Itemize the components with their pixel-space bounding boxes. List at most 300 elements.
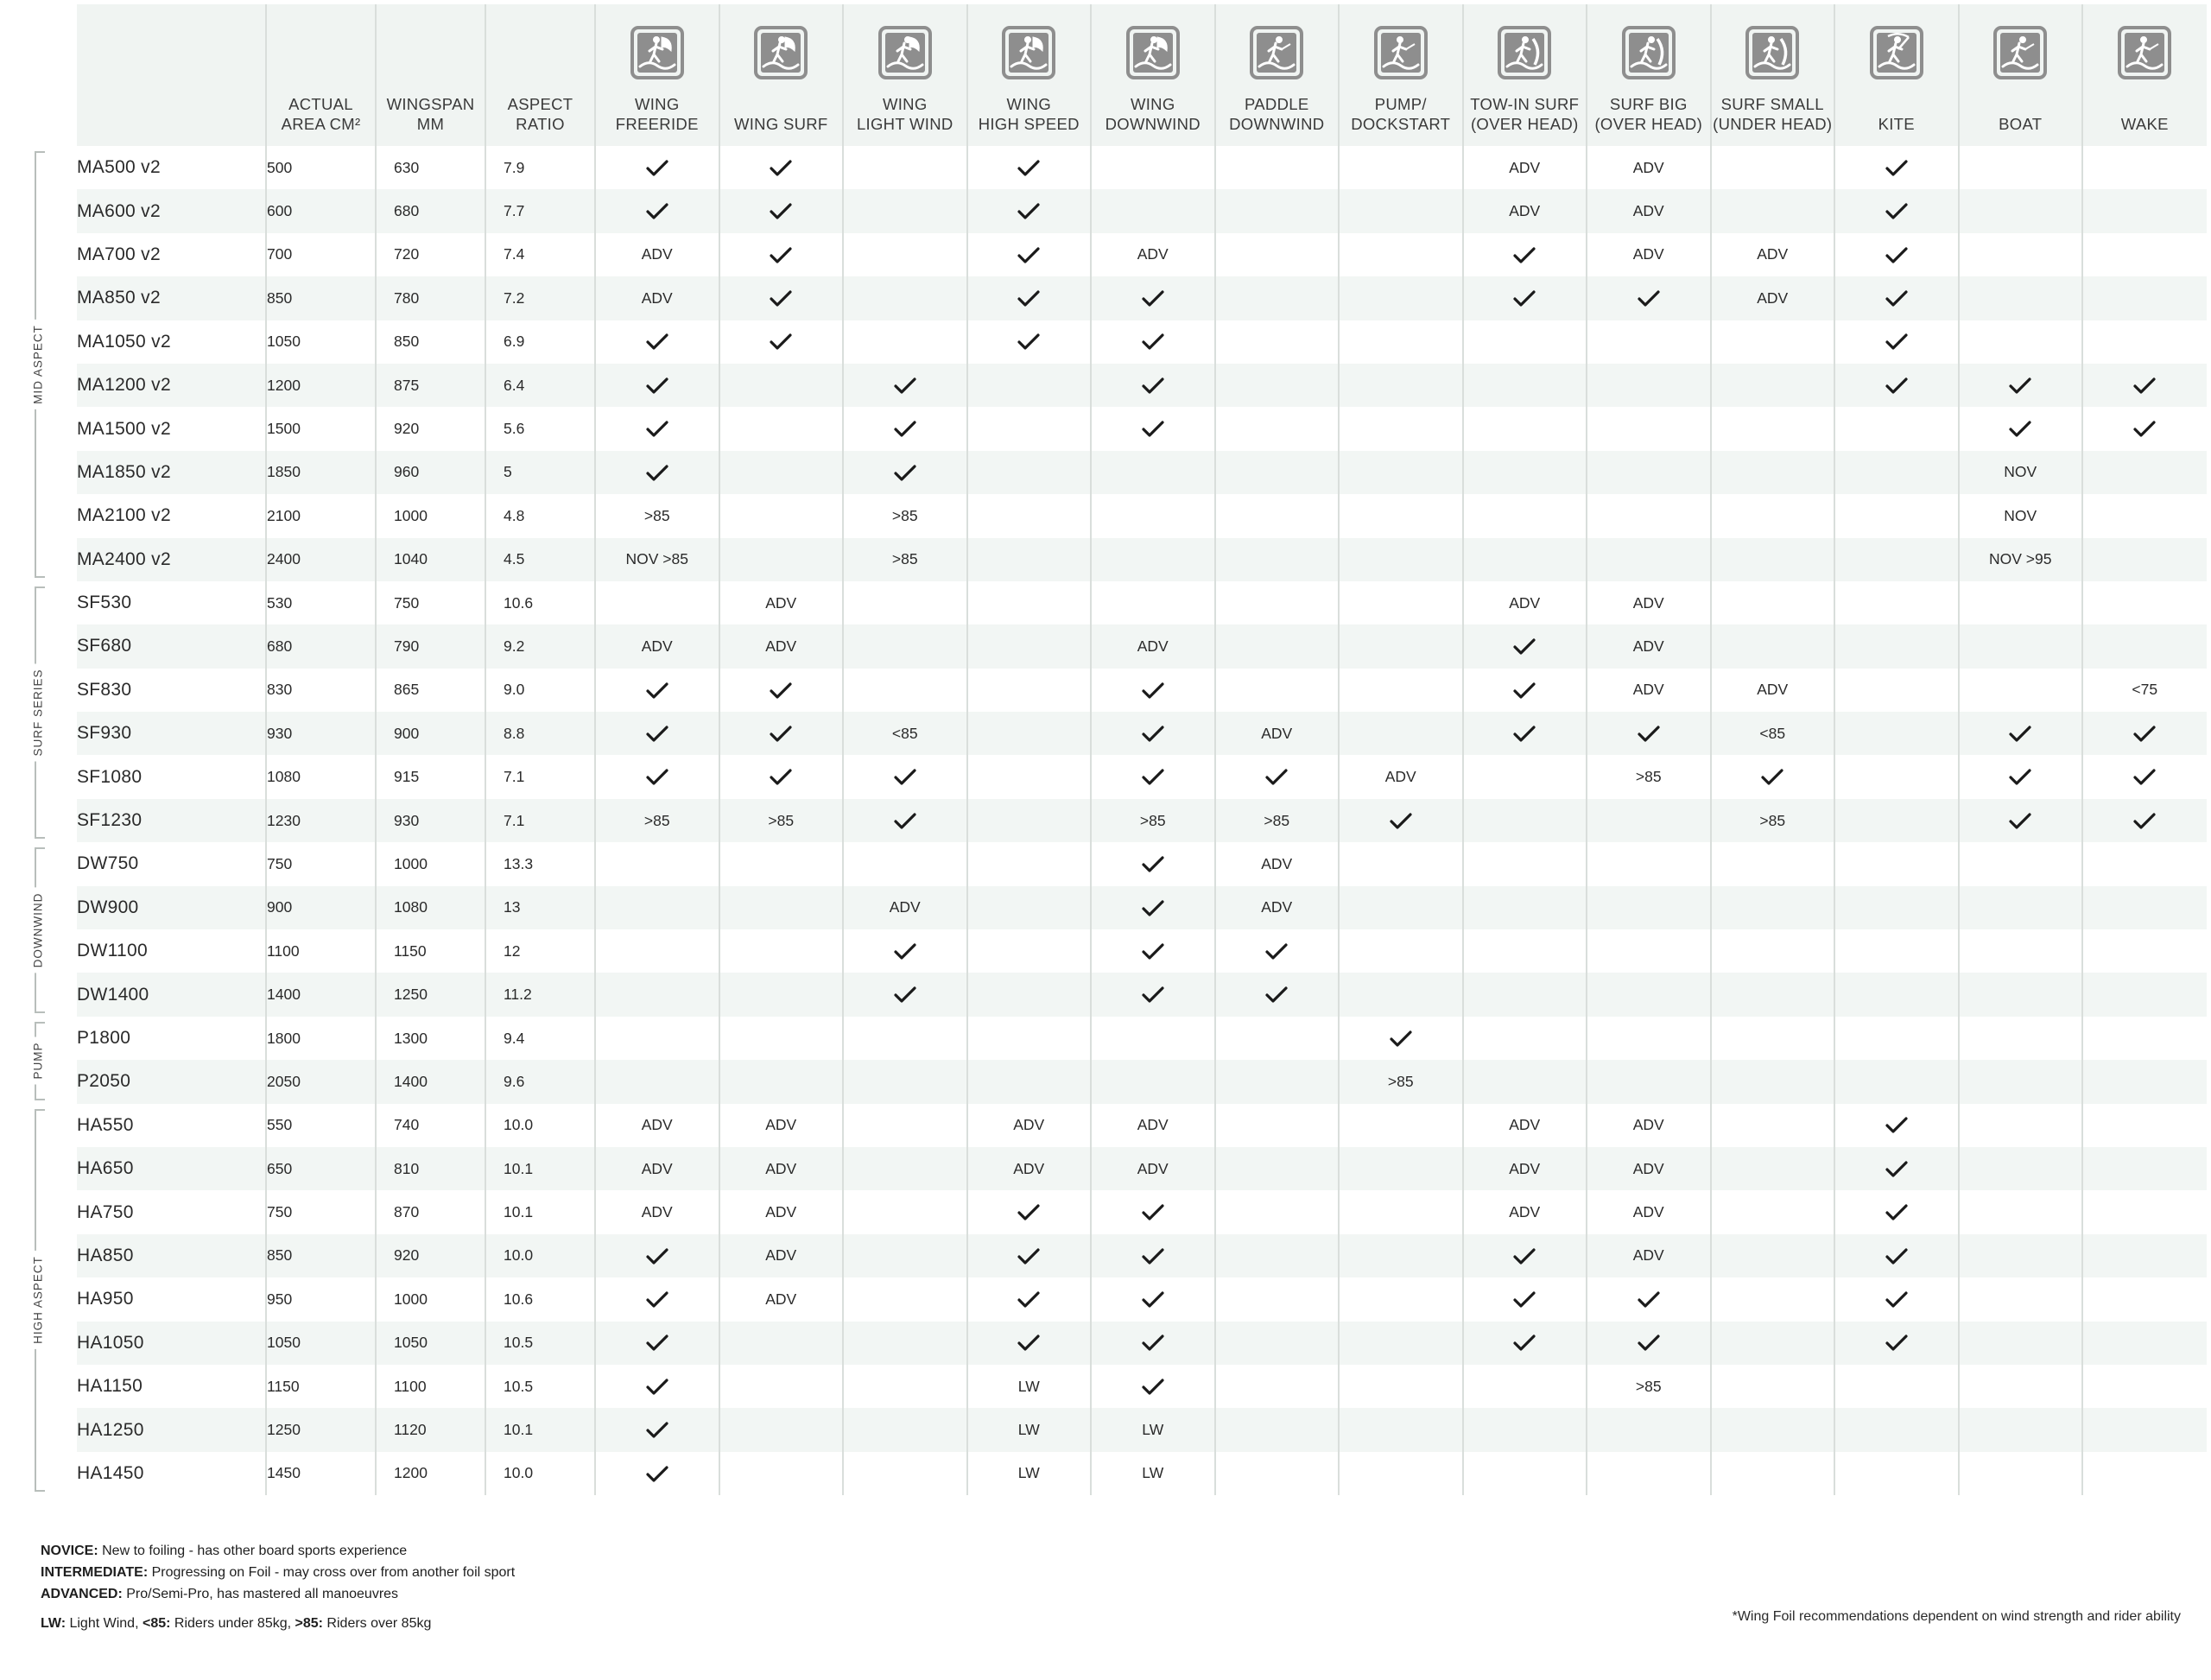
rating-cell [1834, 407, 1959, 450]
wingspan-value: 1080 [376, 886, 485, 929]
rating-cell [1959, 1365, 2083, 1408]
rating-cell [1587, 276, 1711, 320]
model-name: HA1050 [77, 1322, 266, 1365]
check-icon [1142, 333, 1164, 351]
rating-cell [843, 1322, 967, 1365]
rating-cell [1834, 1190, 1959, 1233]
header-category [1091, 4, 1215, 146]
rating-cell [967, 233, 1092, 276]
wingspan-value: 740 [376, 1104, 485, 1147]
rating-cell [2082, 1190, 2207, 1233]
aspect-value: 9.4 [485, 1017, 595, 1060]
group-bracket [0, 847, 77, 1013]
rating-cell [2082, 1060, 2207, 1103]
rating-cell [1711, 1234, 1835, 1277]
aspect-value: 9.0 [485, 669, 595, 712]
check-icon [1885, 1117, 1908, 1134]
area-value: 1050 [266, 320, 376, 364]
rating-cell [1834, 538, 1959, 581]
rating-cell [719, 929, 844, 973]
table-row [77, 1017, 2207, 1060]
rating-cell [1463, 755, 1587, 798]
category-label-line: WING [1006, 95, 1052, 113]
model-name: HA1250 [77, 1408, 266, 1451]
header-aspect-label-line: RATIO [516, 115, 565, 133]
rating-cell: ADV [1587, 1104, 1711, 1147]
rating-cell [2082, 233, 2207, 276]
rating-cell [1711, 407, 1835, 450]
rating-cell: ADV [595, 1190, 719, 1233]
rating-cell [595, 364, 719, 407]
surf-small-icon [1745, 25, 1800, 80]
rating-cell: ADV [1587, 1147, 1711, 1190]
aspect-value: 7.4 [485, 233, 595, 276]
rating-cell [1959, 929, 2083, 973]
rating-cell [843, 1365, 967, 1408]
rating-cell [1587, 1452, 1711, 1495]
rating-cell [1339, 538, 1463, 581]
rating-cell [967, 1277, 1092, 1321]
rating-cell: >85 [1587, 1365, 1711, 1408]
category-label [2083, 114, 2207, 134]
rating-cell [595, 712, 719, 755]
rating-cell [1959, 799, 2083, 842]
wingspan-value: 1100 [376, 1365, 485, 1408]
model-name: MA1500 v2 [77, 407, 266, 450]
table-row [77, 886, 2207, 929]
rating-cell: ADV [1091, 624, 1215, 668]
rating-cell [1339, 320, 1463, 364]
rating-cell [1215, 1147, 1340, 1190]
check-icon [1638, 1291, 1660, 1309]
rating-cell [1339, 1277, 1463, 1321]
aspect-value: 6.4 [485, 364, 595, 407]
header-category [1711, 4, 1835, 146]
group-bracket [0, 586, 77, 839]
rating-cell: >85 [1339, 1060, 1463, 1103]
rating-cell [1711, 494, 1835, 537]
aspect-value: 4.8 [485, 494, 595, 537]
check-icon [646, 1466, 668, 1483]
rating-cell [1339, 1322, 1463, 1365]
rating-cell [843, 407, 967, 450]
rating-cell [967, 973, 1092, 1016]
aspect-value: 10.1 [485, 1190, 595, 1233]
check-icon [894, 986, 916, 1004]
check-icon [2133, 813, 2156, 830]
wingspan-value: 1250 [376, 973, 485, 1016]
category-label-line: (OVER HEAD) [1470, 115, 1579, 133]
rating-cell [1711, 929, 1835, 973]
header-category [1463, 4, 1587, 146]
rating-cell: NOV >95 [1959, 538, 2083, 581]
rating-cell [719, 364, 844, 407]
group-labels [0, 0, 77, 1680]
rating-cell: ADV [1463, 146, 1587, 189]
table-row [77, 451, 2207, 494]
rating-cell [843, 451, 967, 494]
rating-cell [2082, 538, 2207, 581]
header-category [2082, 4, 2207, 146]
table-row [77, 1277, 2207, 1321]
check-icon [646, 769, 668, 786]
area-value: 1080 [266, 755, 376, 798]
rating-cell [1339, 146, 1463, 189]
rating-cell [595, 1234, 719, 1277]
rating-cell [843, 1104, 967, 1147]
check-icon [770, 160, 792, 177]
table-row [77, 320, 2207, 364]
rating-cell [1339, 1017, 1463, 1060]
rating-cell: >85 [843, 494, 967, 537]
check-icon [1142, 856, 1164, 873]
header-area-label [267, 94, 375, 134]
rating-cell [1215, 364, 1340, 407]
rating-cell [1711, 842, 1835, 885]
area-value: 700 [266, 233, 376, 276]
rating-cell [2082, 451, 2207, 494]
check-icon [770, 682, 792, 700]
area-value: 1050 [266, 1322, 376, 1365]
rating-cell [1463, 624, 1587, 668]
check-icon [1513, 1291, 1536, 1309]
rating-cell [1215, 494, 1340, 537]
check-icon [770, 247, 792, 264]
legend-novice: NOVICE: New to foiling - has other board sports experience [41, 1544, 408, 1558]
header-category [719, 4, 844, 146]
table-row [77, 276, 2207, 320]
wingspan-value: 960 [376, 451, 485, 494]
rating-cell [719, 494, 844, 537]
rating-cell [1339, 1104, 1463, 1147]
rating-cell [1215, 669, 1340, 712]
aspect-value: 6.9 [485, 320, 595, 364]
rating-cell [1091, 538, 1215, 581]
rating-cell [1959, 624, 2083, 668]
wingspan-value: 1040 [376, 538, 485, 581]
rating-cell [1587, 799, 1711, 842]
group-name: HIGH ASPECT [32, 1251, 45, 1349]
rating-cell [843, 1147, 967, 1190]
rating-cell [1339, 799, 1463, 842]
table-row [77, 712, 2207, 755]
rating-cell [967, 799, 1092, 842]
rating-cell [1959, 320, 2083, 364]
rating-cell [1834, 1104, 1959, 1147]
rating-cell [1711, 624, 1835, 668]
rating-cell: ADV [1587, 233, 1711, 276]
wing-high-speed-icon [1001, 25, 1056, 80]
rating-cell [2082, 712, 2207, 755]
rating-cell: LW [967, 1365, 1092, 1408]
rating-cell [595, 1408, 719, 1451]
category-label-line: PADDLE [1245, 95, 1309, 113]
model-name: MA1050 v2 [77, 320, 266, 364]
wing-downwind-icon [1125, 25, 1181, 80]
rating-cell [1834, 1147, 1959, 1190]
check-icon [1142, 1248, 1164, 1265]
model-name: HA1450 [77, 1452, 266, 1495]
model-name: SF930 [77, 712, 266, 755]
table-row [77, 1365, 2207, 1408]
aspect-value: 5 [485, 451, 595, 494]
check-icon [1885, 203, 1908, 220]
area-value: 1250 [266, 1408, 376, 1451]
rating-cell: ADV [595, 233, 719, 276]
rating-cell [1587, 407, 1711, 450]
check-icon [1142, 421, 1164, 438]
rating-cell [595, 1452, 719, 1495]
rating-cell [843, 755, 967, 798]
category-label-line: DOWNWIND [1229, 115, 1325, 133]
rating-cell [595, 146, 719, 189]
check-icon [894, 769, 916, 786]
aspect-value: 7.1 [485, 799, 595, 842]
header-category [843, 4, 967, 146]
rating-cell: ADV [1711, 276, 1835, 320]
category-label-line: LIGHT WIND [856, 115, 953, 133]
check-icon [646, 421, 668, 438]
aspect-value: 7.1 [485, 755, 595, 798]
category-label-line: KITE [1878, 115, 1915, 133]
rating-cell [2082, 407, 2207, 450]
rating-cell [595, 320, 719, 364]
rating-cell [1091, 1365, 1215, 1408]
rating-cell [1711, 1277, 1835, 1321]
aspect-value: 13.3 [485, 842, 595, 885]
check-icon [646, 726, 668, 743]
rating-cell [1959, 842, 2083, 885]
wingspan-value: 920 [376, 1234, 485, 1277]
rating-cell [2082, 1234, 2207, 1277]
check-icon [1142, 943, 1164, 960]
rating-cell [1959, 1147, 2083, 1190]
table-row [77, 538, 2207, 581]
category-label [720, 114, 843, 134]
rating-cell [1091, 755, 1215, 798]
check-icon [1513, 726, 1536, 743]
check-icon [646, 1334, 668, 1352]
check-icon [1142, 769, 1164, 786]
rating-cell [719, 1452, 844, 1495]
rating-cell: ADV [1091, 1104, 1215, 1147]
check-icon [1142, 290, 1164, 307]
area-value: 600 [266, 189, 376, 232]
check-icon [2133, 377, 2156, 395]
rating-cell [1339, 712, 1463, 755]
rating-cell [719, 886, 844, 929]
rating-cell [1463, 1060, 1587, 1103]
table-row [77, 842, 2207, 885]
table-row [77, 1190, 2207, 1233]
rating-cell [1339, 669, 1463, 712]
rating-cell [1215, 1322, 1340, 1365]
rating-cell: ADV [1587, 624, 1711, 668]
rating-cell [967, 538, 1092, 581]
header-aspect [485, 4, 595, 146]
rating-cell [719, 1060, 844, 1103]
rating-cell [1711, 1322, 1835, 1365]
rating-cell [1463, 407, 1587, 450]
category-label [1712, 94, 1834, 134]
table-row [77, 755, 2207, 798]
table-row [77, 1060, 2207, 1103]
check-icon [1885, 1291, 1908, 1309]
rating-cell [1339, 973, 1463, 1016]
table-row [77, 146, 2207, 189]
rating-cell [1339, 624, 1463, 668]
rating-cell [1091, 1234, 1215, 1277]
rating-cell [1959, 755, 2083, 798]
model-name: SF680 [77, 624, 266, 668]
rating-cell [1215, 320, 1340, 364]
rating-cell: ADV [1587, 581, 1711, 624]
wingspan-value: 920 [376, 407, 485, 450]
rating-cell [1091, 320, 1215, 364]
group-name: SURF SERIES [32, 664, 45, 762]
rating-cell [2082, 886, 2207, 929]
rating-cell [1587, 929, 1711, 973]
rating-cell [967, 451, 1092, 494]
check-icon [2133, 726, 2156, 743]
rating-cell [595, 669, 719, 712]
rating-cell [1711, 146, 1835, 189]
rating-cell [1091, 451, 1215, 494]
rating-cell: ADV [719, 1147, 844, 1190]
aspect-value: 10.0 [485, 1104, 595, 1147]
table-row [77, 494, 2207, 537]
rating-cell [843, 1452, 967, 1495]
wingspan-value: 1050 [376, 1322, 485, 1365]
rating-cell [967, 320, 1092, 364]
rating-cell [595, 581, 719, 624]
rating-cell [1339, 1234, 1463, 1277]
category-label [1960, 114, 2082, 134]
table-row [77, 1408, 2207, 1451]
area-value: 1800 [266, 1017, 376, 1060]
model-name: DW900 [77, 886, 266, 929]
rating-cell [1587, 886, 1711, 929]
rating-cell [967, 712, 1092, 755]
rating-cell [719, 1017, 844, 1060]
model-name: HA1150 [77, 1365, 266, 1408]
table-row [77, 1322, 2207, 1365]
header-area [266, 4, 376, 146]
rating-cell [719, 189, 844, 232]
category-label-line: SURF BIG [1609, 95, 1688, 113]
aspect-value: 11.2 [485, 973, 595, 1016]
wingspan-value: 1000 [376, 1277, 485, 1321]
rating-cell [1339, 929, 1463, 973]
check-icon [2009, 421, 2031, 438]
rating-cell [719, 407, 844, 450]
group-bracket [0, 1109, 77, 1493]
model-name: HA650 [77, 1147, 266, 1190]
area-value: 1450 [266, 1452, 376, 1495]
rating-cell [2082, 842, 2207, 885]
rating-cell: ADV [719, 1234, 844, 1277]
rating-cell: ADV [1091, 1147, 1215, 1190]
model-name: MA500 v2 [77, 146, 266, 189]
rating-cell [1091, 1017, 1215, 1060]
category-label-line: (UNDER HEAD) [1713, 115, 1833, 133]
rating-cell: LW [967, 1408, 1092, 1451]
aspect-value: 8.8 [485, 712, 595, 755]
model-name: HA950 [77, 1277, 266, 1321]
check-icon [1017, 1334, 1040, 1352]
rating-cell [1463, 1322, 1587, 1365]
area-value: 1230 [266, 799, 376, 842]
rating-cell [1463, 712, 1587, 755]
area-value: 950 [266, 1277, 376, 1321]
check-icon [1265, 986, 1288, 1004]
check-icon [1885, 333, 1908, 351]
rating-cell: ADV [595, 1147, 719, 1190]
aspect-value: 10.5 [485, 1365, 595, 1408]
category-label-line: FREERIDE [615, 115, 699, 133]
rating-cell: ADV [967, 1104, 1092, 1147]
rating-cell: ADV [1711, 669, 1835, 712]
category-label-line: PUMP/ [1374, 95, 1427, 113]
rating-cell: ADV [1587, 1234, 1711, 1277]
rating-cell [2082, 364, 2207, 407]
wingspan-value: 915 [376, 755, 485, 798]
table-row [77, 1452, 2207, 1495]
category-label-line: DOWNWIND [1105, 115, 1201, 133]
rating-cell [1711, 973, 1835, 1016]
rating-cell [2082, 320, 2207, 364]
category-label-line: WING [634, 95, 680, 113]
rating-cell: ADV [1463, 189, 1587, 232]
wingspan-value: 1000 [376, 842, 485, 885]
rating-cell [595, 929, 719, 973]
rating-cell: ADV [595, 276, 719, 320]
rating-cell [2082, 755, 2207, 798]
rating-cell: >85 [595, 494, 719, 537]
model-name: MA2400 v2 [77, 538, 266, 581]
header-category [1215, 4, 1340, 146]
check-icon [1017, 1248, 1040, 1265]
rating-cell [719, 233, 844, 276]
wingspan-value: 1400 [376, 1060, 485, 1103]
aspect-value: 7.2 [485, 276, 595, 320]
aspect-value: 10.1 [485, 1147, 595, 1190]
table-row [77, 1234, 2207, 1277]
rating-cell [843, 276, 967, 320]
rating-cell [595, 407, 719, 450]
header-wingspan-label-line: WINGSPAN [386, 95, 475, 113]
rating-cell [1215, 1408, 1340, 1451]
rating-cell [1215, 1234, 1340, 1277]
rating-cell [719, 538, 844, 581]
rating-cell [1959, 1017, 2083, 1060]
rating-cell [1463, 1408, 1587, 1451]
rating-cell: NOV >85 [595, 538, 719, 581]
rating-cell: >85 [843, 538, 967, 581]
rating-cell: ADV [1587, 189, 1711, 232]
model-name: MA850 v2 [77, 276, 266, 320]
check-icon [1885, 290, 1908, 307]
check-icon [2133, 421, 2156, 438]
rating-cell [1834, 146, 1959, 189]
rating-cell [967, 842, 1092, 885]
check-icon [770, 769, 792, 786]
table-row [77, 1104, 2207, 1147]
rating-cell: ADV [1339, 755, 1463, 798]
rating-cell [1959, 1322, 2083, 1365]
check-icon [1142, 1379, 1164, 1396]
check-icon [2009, 726, 2031, 743]
